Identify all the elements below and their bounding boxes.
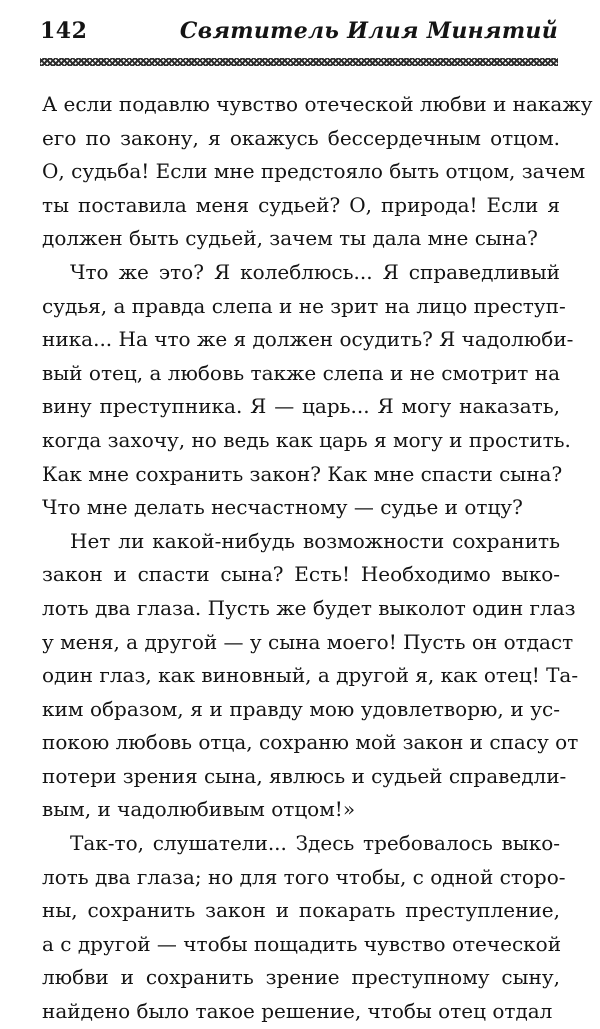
text-line: вым, и чадолюбивым отцом!»: [42, 797, 356, 822]
text-line: один глаз, как виновный, а другой я, как отец! Та-: [42, 663, 579, 688]
text-line: вину преступника. Я — царь... Я могу наказать,: [42, 394, 560, 419]
paragraph: [42, 88, 593, 256]
paragraph: [42, 827, 566, 1029]
text-line: Так-то, слушатели... Здесь требовалось выко-: [70, 831, 560, 856]
page-header: [40, 10, 558, 50]
text-line: его по закону, я окажусь бессердечным отцом.: [42, 125, 560, 150]
text-line: потери зрения сына, явлюсь и судьей справедли-: [42, 763, 567, 788]
text-line: Как мне сохранить закон? Как мне спасти сына?: [42, 461, 563, 486]
body-text: [42, 88, 593, 1029]
text-line: судья, а правда слепа и не зрит на лицо преступ-: [42, 293, 566, 318]
text-line: должен быть судьей, зачем ты дала мне сына?: [42, 226, 538, 251]
text-line: ким образом, я и правду мою удовлетворю, и ус-: [42, 696, 560, 721]
text-line: лоть два глаза; но для того чтобы, с одной сторо-: [42, 864, 566, 889]
text-line: А если подавлю чувство отеческой любви и накажу: [42, 92, 593, 116]
text-line: а с другой — чтобы пощадить чувство отеческой: [42, 931, 562, 956]
page-number: 142: [40, 18, 88, 44]
text-line: лоть два глаза. Пусть же будет выколот один глаз: [42, 595, 576, 620]
text-line: О, судьба! Если мне предстояло быть отцом, зачем: [42, 159, 586, 184]
text-line: ны, сохранить закон и покарать преступление,: [42, 898, 560, 923]
text-line: вый отец, а любовь также слепа и не смотрит на: [42, 360, 560, 385]
text-line: Что мне делать несчастному — судье и отцу?: [42, 495, 523, 520]
paragraph: [42, 256, 574, 525]
text-line: найдено было такое решение, чтобы отец отдал: [42, 999, 553, 1024]
text-line: ты поставила меня судьей? О, природа! Если я: [42, 192, 560, 217]
text-line: у меня, а другой — у сына моего! Пусть он отдаст: [42, 629, 574, 654]
text-line: покою любовь отца, сохраню мой закон и спасу от: [42, 730, 579, 755]
text-line: когда захочу, но ведь как царь я могу и простить.: [42, 427, 571, 452]
text-line: любви и сохранить зрение преступному сыну,: [42, 965, 560, 990]
text-line: Что же это? Я колеблюсь... Я справедливый: [70, 259, 560, 284]
header-ornamental-rule: [40, 58, 558, 66]
text-line: закон и спасти сына? Есть! Необходимо выко-: [42, 562, 560, 587]
text-line: ника... На что же я должен осудить? Я чадолюби-: [42, 327, 574, 352]
text-line: Нет ли какой-нибудь возможности сохранить: [70, 528, 560, 553]
paragraph: [42, 525, 579, 827]
running-head: Святитель Илия Минятий: [179, 18, 558, 44]
